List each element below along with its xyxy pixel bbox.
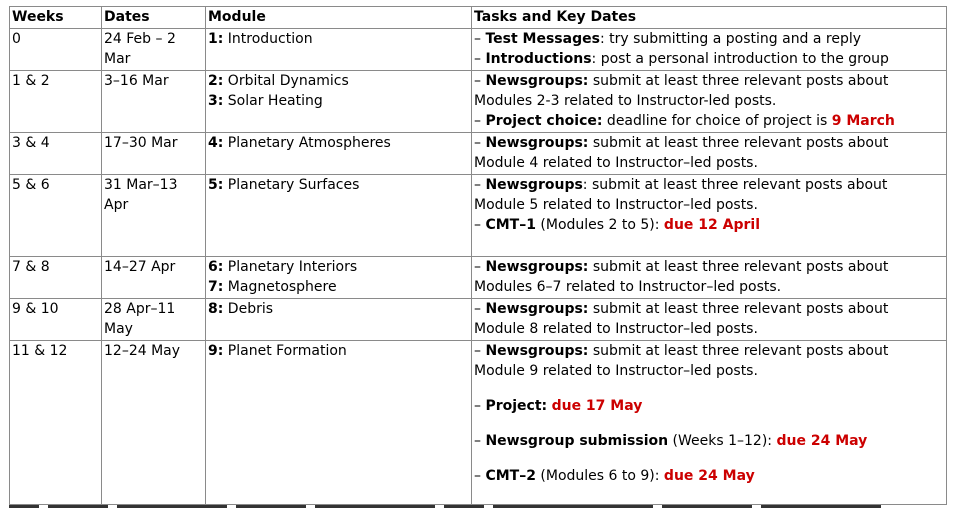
task-line: [474, 175, 945, 195]
module-name: Planetary Surfaces: [223, 177, 360, 193]
module-entry: [208, 341, 470, 361]
task-line: [474, 257, 945, 277]
tasks-cell: [472, 341, 947, 505]
dates-line: May: [104, 321, 133, 337]
task-label: Newsgroups:: [485, 73, 589, 89]
module-name: Planetary Interiors: [223, 259, 358, 275]
task-text: –: [474, 31, 486, 47]
table-row: [10, 299, 947, 341]
module-entry: [208, 277, 470, 297]
dates-line: Apr: [104, 197, 129, 213]
task-text: –: [474, 398, 486, 414]
task-text: –: [474, 301, 486, 317]
task-line: [474, 91, 945, 111]
task-label: CMT–2: [485, 468, 536, 484]
task-text: –: [474, 73, 486, 89]
header-module: Module: [206, 7, 472, 29]
due-date: due 12 April: [663, 217, 760, 233]
task-label: Newsgroup submission: [485, 433, 669, 449]
task-label: Introductions: [485, 51, 592, 67]
tasks-cell: [472, 71, 947, 133]
table-row: [10, 341, 947, 505]
dates-cell: [102, 257, 206, 299]
dates-cell: [102, 175, 206, 257]
header-weeks: Weeks: [10, 7, 102, 29]
task-label: Newsgroups:: [485, 343, 589, 359]
task-line: [474, 341, 945, 361]
module-cell: [206, 341, 472, 505]
line-spacer: [474, 451, 945, 466]
task-line: [474, 361, 945, 381]
task-text: submit at least three relevant posts about: [588, 135, 889, 151]
module-name: Planetary Atmospheres: [223, 135, 391, 151]
task-text: (Weeks 1–12):: [668, 433, 777, 449]
task-line: [474, 49, 945, 69]
weeks-cell: 3 & 4: [10, 133, 102, 175]
module-number: 9:: [208, 343, 224, 359]
module-cell: [206, 71, 472, 133]
task-text: (Modules 6 to 9):: [535, 468, 664, 484]
task-text: : submit at least three relevant posts about: [582, 177, 888, 193]
dates-line: 28 Apr–11: [104, 301, 176, 317]
dates-line: 31 Mar–13: [104, 177, 178, 193]
module-entry: [208, 257, 470, 277]
module-entry: [208, 71, 470, 91]
tasks-cell: [472, 133, 947, 175]
task-line: [474, 299, 945, 319]
dates-cell: [102, 133, 206, 175]
dates-cell: [102, 71, 206, 133]
dates-line: 14–27 Apr: [104, 259, 176, 275]
module-number: 4:: [208, 135, 224, 151]
weeks-cell: 1 & 2: [10, 71, 102, 133]
module-number: 1:: [208, 31, 224, 47]
due-date: due 17 May: [551, 398, 643, 414]
task-line: [474, 111, 945, 131]
header-tasks: Tasks and Key Dates: [472, 7, 947, 29]
task-label: Newsgroups:: [485, 301, 589, 317]
task-text: Module 4 related to Instructor–led posts.: [474, 155, 758, 171]
module-entry: [208, 29, 470, 49]
task-label: Project:: [485, 398, 548, 414]
task-line: [474, 133, 945, 153]
module-cell: [206, 299, 472, 341]
table-row: [10, 29, 947, 71]
task-text: Modules 6–7 related to Instructor–led posts.: [474, 279, 782, 295]
module-name: Solar Heating: [223, 93, 323, 109]
tasks-cell: [472, 299, 947, 341]
table-row: [10, 175, 947, 257]
task-label: CMT–1: [485, 217, 536, 233]
dates-line: Mar: [104, 51, 131, 67]
dates-cell: [102, 341, 206, 505]
task-text: –: [474, 113, 486, 129]
task-line: [474, 277, 945, 297]
table-row: [10, 71, 947, 133]
module-cell: [206, 257, 472, 299]
task-text: –: [474, 51, 486, 67]
line-spacer: [474, 381, 945, 396]
task-text: Module 5 related to Instructor–led posts.: [474, 197, 758, 213]
task-line: [474, 215, 945, 235]
task-line: [474, 319, 945, 339]
module-cell: [206, 175, 472, 257]
dates-line: 17–30 Mar: [104, 135, 178, 151]
module-name: Magnetosphere: [223, 279, 337, 295]
module-entry: [208, 175, 470, 195]
task-line: [474, 466, 945, 486]
task-text: deadline for choice of project is: [602, 113, 832, 129]
task-text: –: [474, 343, 486, 359]
line-spacer: [474, 416, 945, 431]
module-number: 5:: [208, 177, 224, 193]
schedule-table: [9, 6, 947, 505]
module-number: 6:: [208, 259, 224, 275]
task-text: –: [474, 433, 486, 449]
task-text: Module 8 related to Instructor–led posts.: [474, 321, 758, 337]
module-number: 2:: [208, 73, 224, 89]
task-line: [474, 195, 945, 215]
task-label: Project choice:: [485, 113, 603, 129]
module-number: 7:: [208, 279, 224, 295]
task-text: Module 9 related to Instructor–led posts.: [474, 363, 758, 379]
task-label: Newsgroups:: [485, 259, 589, 275]
table-row: [10, 257, 947, 299]
task-text: : post a personal introduction to the group: [591, 51, 889, 67]
dates-line: 3–16 Mar: [104, 73, 169, 89]
task-line: [474, 71, 945, 91]
task-text: submit at least three relevant posts about: [588, 343, 889, 359]
task-text: submit at least three relevant posts about: [588, 259, 889, 275]
cut-off-text-line: [9, 505, 946, 511]
due-date: 9 March: [831, 113, 895, 129]
module-cell: [206, 29, 472, 71]
task-label: Test Messages: [485, 31, 600, 47]
weeks-cell: 9 & 10: [10, 299, 102, 341]
task-text: –: [474, 135, 486, 151]
weeks-cell: 7 & 8: [10, 257, 102, 299]
due-date: due 24 May: [776, 433, 868, 449]
module-name: Debris: [223, 301, 274, 317]
module-entry: [208, 133, 470, 153]
module-name: Orbital Dynamics: [223, 73, 349, 89]
task-text: –: [474, 177, 486, 193]
task-text: submit at least three relevant posts about: [588, 301, 889, 317]
tasks-cell: [472, 29, 947, 71]
task-text: –: [474, 468, 486, 484]
table-row: [10, 133, 947, 175]
task-line: [474, 153, 945, 173]
task-label: Newsgroups:: [485, 135, 589, 151]
weeks-cell: 0: [10, 29, 102, 71]
module-name: Introduction: [223, 31, 313, 47]
task-text: submit at least three relevant posts about: [588, 73, 889, 89]
task-text: (Modules 2 to 5):: [535, 217, 664, 233]
task-text: –: [474, 259, 486, 275]
task-line: [474, 396, 945, 416]
module-number: 3:: [208, 93, 224, 109]
header-row: [10, 7, 947, 29]
task-text: –: [474, 217, 486, 233]
task-text: Modules 2-3 related to Instructor-led posts.: [474, 93, 777, 109]
weeks-cell: 11 & 12: [10, 341, 102, 505]
module-entry: [208, 299, 470, 319]
tasks-cell: [472, 175, 947, 257]
due-date: due 24 May: [663, 468, 755, 484]
task-label: Newsgroups: [485, 177, 583, 193]
module-name: Planet Formation: [223, 343, 347, 359]
module-cell: [206, 133, 472, 175]
dates-cell: [102, 299, 206, 341]
tasks-cell: [472, 257, 947, 299]
task-line: [474, 29, 945, 49]
task-text: : try submitting a posting and a reply: [599, 31, 862, 47]
dates-line: 12–24 May: [104, 343, 181, 359]
dates-cell: [102, 29, 206, 71]
header-dates: Dates: [102, 7, 206, 29]
dates-line: 24 Feb – 2: [104, 31, 176, 47]
task-line: [474, 431, 945, 451]
weeks-cell: 5 & 6: [10, 175, 102, 257]
module-number: 8:: [208, 301, 224, 317]
schedule-body: [10, 29, 947, 505]
module-entry: [208, 91, 470, 111]
